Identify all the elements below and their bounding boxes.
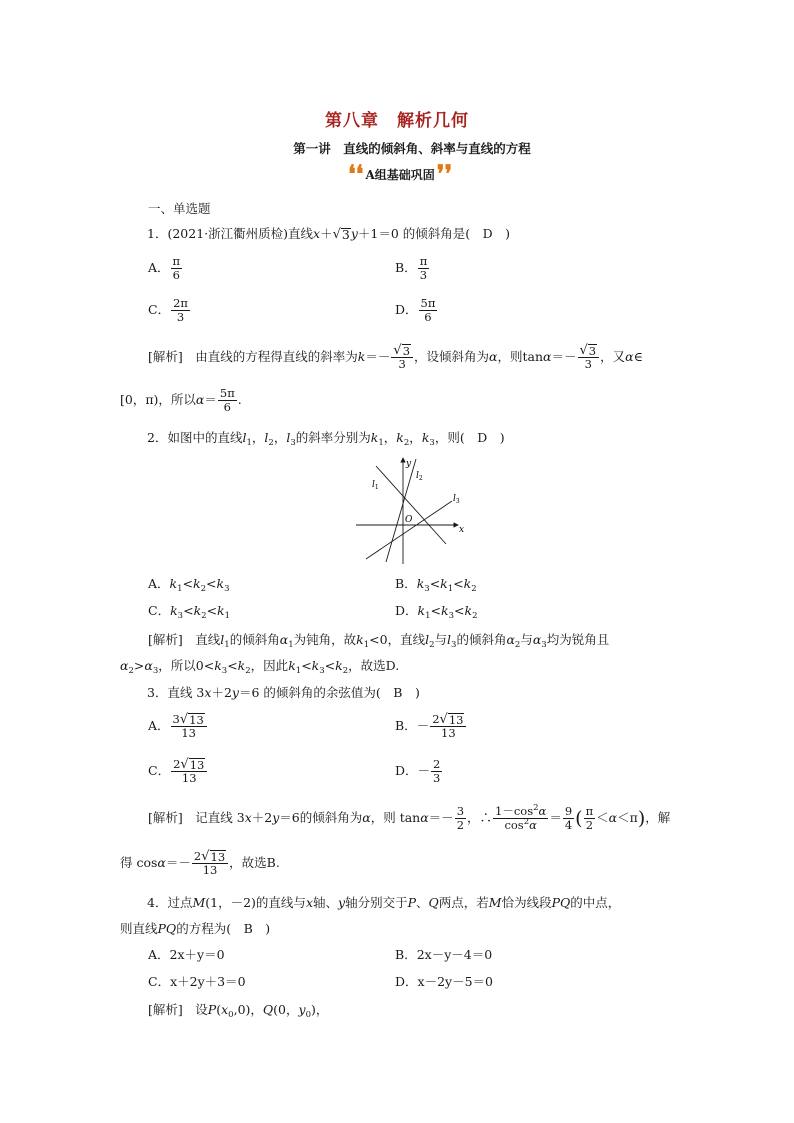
analysis-label: [解析] [148, 349, 183, 364]
origin-label: O [405, 515, 413, 525]
q1-option-b: B． $\frac{\pi}{3}$ [395, 254, 428, 282]
chapter-title: 第八章 解析几何 [325, 111, 469, 131]
q3-option-d: D．－ $\frac{2}{3}$ [395, 757, 441, 785]
q3-analysis: [解析] 记直线 3x＋2y＝6的倾斜角为α，则 tanα＝－ $\frac{3}{2}$ ，∴ $\frac{1-\cos^2\alpha}{\cos^2\alpha}$ ＝ $\frac{9}{4}$ ( $\frac{\pi}{2}$ ＜α＜π)，解 [148, 803, 671, 832]
q3-option-c: C． 2 √ 13 13 [148, 758, 208, 785]
question-1-prefix: 1．(2021·浙江衢州质检)直线 [147, 226, 313, 241]
right-quote-icon: ❜❜ [436, 159, 453, 188]
q1-analysis: [解析] 由直线的方程得直线的斜率为k＝－ √ 3 3 ，设倾斜角为α，则tanα＝－ √ 3 3 ，又α∈ [148, 343, 643, 371]
section-label: 一、单选题 [148, 201, 211, 216]
q1-analysis-line2: [0，π)，所以α＝ $\frac{5\pi}{6}$ . [120, 386, 242, 414]
l2-label: $l_2$ [416, 471, 423, 482]
q4-option-d: D．x－2y－5＝0 [395, 974, 494, 989]
lecture-title: 第一讲 直线的倾斜角、斜率与直线的方程 [293, 141, 531, 156]
q1-option-d: D． $\frac{5\pi}{6}$ [395, 296, 436, 324]
group-badge [348, 159, 453, 188]
question-1: 1．(2021·浙江衢州质检)直线x＋ √ 3 y＋1＝0 的倾斜角是( D ) [147, 226, 511, 242]
question-1-suffix: 的倾斜角是( D ) [402, 226, 511, 241]
q4-option-b: B．2x－y－4＝0 [395, 947, 493, 962]
q3-analysis-line2: 得 cosα＝－ 2 √ 13 13 ，故选B. [120, 849, 280, 877]
l3-label: $l_3$ [453, 494, 460, 505]
x-axis-label: x [459, 525, 465, 535]
y-axis-label: y [406, 459, 412, 469]
q4-option-c: C．x＋2y＋3＝0 [148, 974, 246, 989]
question-3: 3．直线 3x＋2y＝6 的倾斜角的余弦值为( B ) [147, 685, 420, 700]
question-4-line2: 则直线PQ的方程为( B ) [120, 921, 271, 936]
q4-option-a: A．2x＋y＝0 [148, 947, 225, 962]
line-l3 [366, 501, 452, 559]
line-l2 [386, 459, 416, 562]
q2-analysis-line2: $\alpha_2>\alpha_3$，所以$0<k_3<k_2$，因此$k_1<k_3<k_2$，故选D. [120, 658, 400, 676]
line-slopes-figure [350, 454, 470, 566]
q1-option-a: A． $\frac{\pi}{6}$ [148, 254, 181, 282]
q1-option-c: C． $\frac{2\pi}{3}$ [148, 296, 188, 324]
question-4: 4．过点M(1，－2)的直线与x轴、y轴分别交于P、Q两点，若M恰为线段PQ的中点， [147, 895, 621, 910]
q2-option-c: C．$k_3<k_2<k_1$ [148, 603, 231, 621]
l1-label: $l_1$ [372, 480, 379, 491]
q2-option-b: B．$k_3<k_1<k_2$ [395, 576, 477, 594]
q4-analysis: [解析] 设$P(x_0,0)$，Q(0，$y_0$)， [148, 1002, 329, 1020]
q2-option-d: D．$k_1<k_3<k_2$ [395, 603, 478, 621]
q3-option-a: A． 3 √ 13 13 [148, 713, 208, 740]
q2-option-a: A．$k_1<k_2<k_3$ [148, 576, 230, 594]
group-label: A组基础巩固 [365, 167, 435, 182]
q2-analysis: [解析] 直线$l_1$的倾斜角$\alpha_1$为钝角，故$k_1<0$，直线$l_2$与$l_3$的倾斜角$\alpha_2$与$\alpha_3$均为锐角且 [148, 632, 610, 650]
q3-option-b: B．－ 2 √ 13 13 [395, 713, 467, 740]
question-2: 2．如图中的直线$l_1$，$l_2$，$l_3$的斜率分别为$k_1$，$k_2$，$k_3$，则( D ) [147, 430, 505, 448]
left-quote-icon: ❛❛ [348, 159, 364, 188]
